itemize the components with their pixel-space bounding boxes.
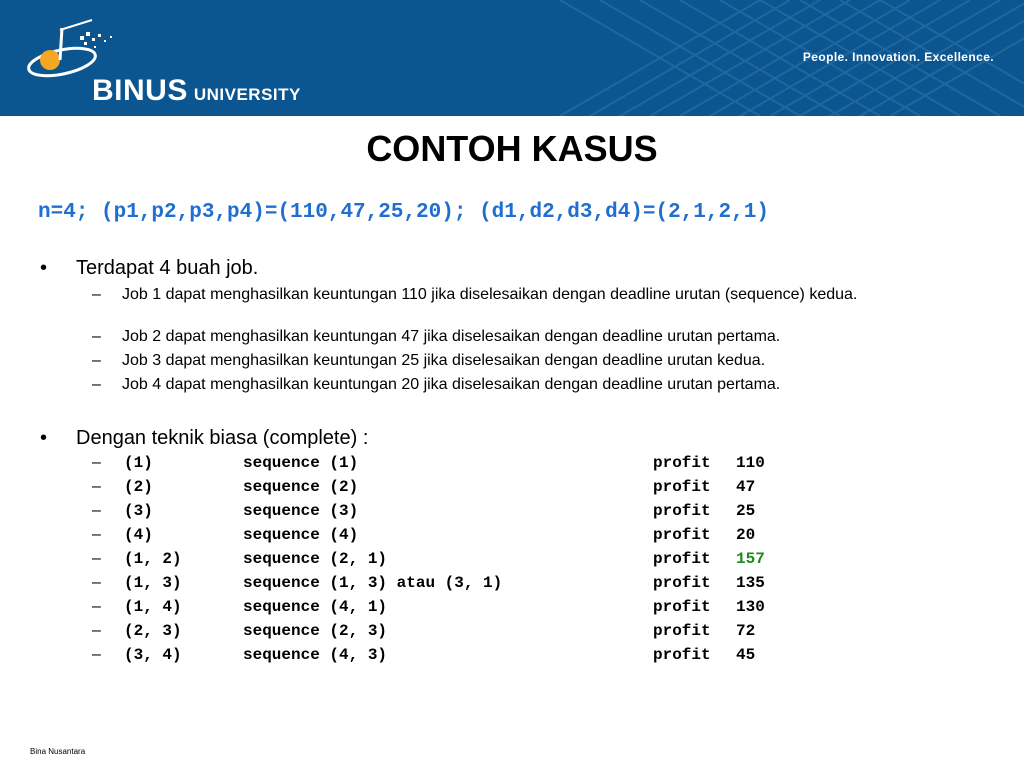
sequence-label: sequence [243, 550, 320, 568]
bullet-item [40, 257, 258, 280]
binus-logo [22, 16, 302, 106]
profit-value: 130 [736, 598, 765, 616]
sequence-label: sequence [243, 526, 320, 544]
dash-glyph: – [92, 376, 101, 393]
sequence-value: (1) [329, 454, 359, 472]
sequence-value: (2, 1) [329, 550, 388, 568]
sequence-text [243, 454, 358, 472]
bullet-text: Dengan teknik biasa (complete) : [76, 427, 369, 449]
job-set: (3) [124, 502, 153, 520]
sequence-row [92, 478, 756, 500]
profit-value: 47 [736, 478, 756, 496]
problem-formula: n=4; (p1,p2,p3,p4)=(110,47,25,20); (d1,d2,d3,d4)=(2,1,2,1) [38, 201, 769, 224]
sequence-value: (4) [329, 526, 359, 544]
dash-glyph: – [92, 598, 101, 615]
sub-item-text: Job 2 dapat menghasilkan keuntungan 47 jika diselesaikan dengan deadline urutan pertama. [122, 328, 781, 345]
footer-text: Bina Nusantara [30, 747, 86, 756]
sequence-value: (4, 3) [329, 646, 388, 664]
dash-glyph: – [92, 352, 101, 369]
bullet-glyph: • [40, 427, 48, 449]
job-set: (1, 4) [124, 598, 182, 616]
profit-value-best: 157 [736, 550, 765, 568]
dash-glyph: – [92, 478, 101, 495]
logo-brand: BINUS [92, 74, 188, 107]
profit-label: profit [653, 622, 711, 640]
dash-glyph: – [92, 328, 101, 345]
sequence-text [243, 502, 358, 520]
sequence-row [92, 598, 765, 620]
profit-value: 110 [736, 454, 765, 472]
job-set: (4) [124, 526, 153, 544]
sub-item-text: Job 3 dapat menghasilkan keuntungan 25 jika diselesaikan dengan deadline urutan kedua. [122, 352, 766, 369]
sequence-text [243, 478, 358, 496]
sequence-text [243, 574, 502, 592]
sequence-label: sequence [243, 574, 320, 592]
logo-suffix: UNIVERSITY [193, 85, 301, 104]
sequence-row [92, 646, 756, 668]
profit-label: profit [653, 478, 711, 496]
dash-glyph: – [92, 550, 101, 567]
job-set: (3, 4) [124, 646, 182, 664]
job-set: (1, 2) [124, 550, 182, 568]
profit-value: 20 [736, 526, 756, 544]
sequence-label: sequence [243, 598, 320, 616]
dash-glyph: – [92, 286, 101, 303]
sequence-label: sequence [243, 454, 320, 472]
tagline: People. Innovation. Excellence. [802, 50, 994, 64]
job-set: (2) [124, 478, 153, 496]
profit-label: profit [653, 550, 711, 568]
bullet-item [40, 427, 368, 450]
bullet-glyph: • [40, 257, 48, 279]
profit-label: profit [653, 454, 711, 472]
sequence-text [243, 598, 387, 616]
profit-label: profit [653, 502, 711, 520]
dash-glyph: – [92, 574, 101, 591]
sequence-text [243, 550, 387, 568]
sub-item-text: Job 4 dapat menghasilkan keuntungan 20 jika diselesaikan dengan deadline urutan pertama. [122, 376, 781, 393]
sequence-row [92, 622, 756, 644]
sequence-value: (2, 3) [329, 622, 388, 640]
sub-item-text: Job 1 dapat menghasilkan keuntungan 110 jika diselesaikan dengan deadline urutan (sequence) kedua. [122, 286, 858, 303]
sequence-row [92, 454, 765, 476]
job-set: (1, 3) [124, 574, 182, 592]
job-set: (1) [124, 454, 153, 472]
sequence-text [243, 622, 387, 640]
header-banner [0, 0, 1024, 116]
sequence-row [92, 574, 765, 596]
sequence-text [243, 526, 358, 544]
sequence-value: (4, 1) [329, 598, 388, 616]
logo-wordmark [92, 74, 301, 108]
dash-glyph: – [92, 526, 101, 543]
dash-glyph: – [92, 646, 101, 663]
profit-value: 72 [736, 622, 756, 640]
sequence-label: sequence [243, 646, 320, 664]
profit-value: 45 [736, 646, 756, 664]
sequence-row [92, 502, 756, 524]
profit-label: profit [653, 574, 711, 592]
profit-label: profit [653, 646, 711, 664]
profit-value: 25 [736, 502, 756, 520]
sequence-value: (2) [329, 478, 359, 496]
sequence-value: (1, 3) atau (3, 1) [329, 574, 503, 592]
profit-value: 135 [736, 574, 765, 592]
profit-label: profit [653, 598, 711, 616]
sequence-label: sequence [243, 478, 320, 496]
profit-label: profit [653, 526, 711, 544]
dash-glyph: – [92, 454, 101, 471]
sequence-text [243, 646, 387, 664]
job-set: (2, 3) [124, 622, 182, 640]
dash-glyph: – [92, 502, 101, 519]
sequence-label: sequence [243, 622, 320, 640]
bullet-text: Terdapat 4 buah job. [76, 257, 259, 279]
sequence-value: (3) [329, 502, 359, 520]
sequence-label: sequence [243, 502, 320, 520]
slide-title: CONTOH KASUS [366, 128, 658, 169]
dash-glyph: – [92, 622, 101, 639]
sequence-row [92, 526, 756, 548]
sequence-row [92, 550, 765, 572]
